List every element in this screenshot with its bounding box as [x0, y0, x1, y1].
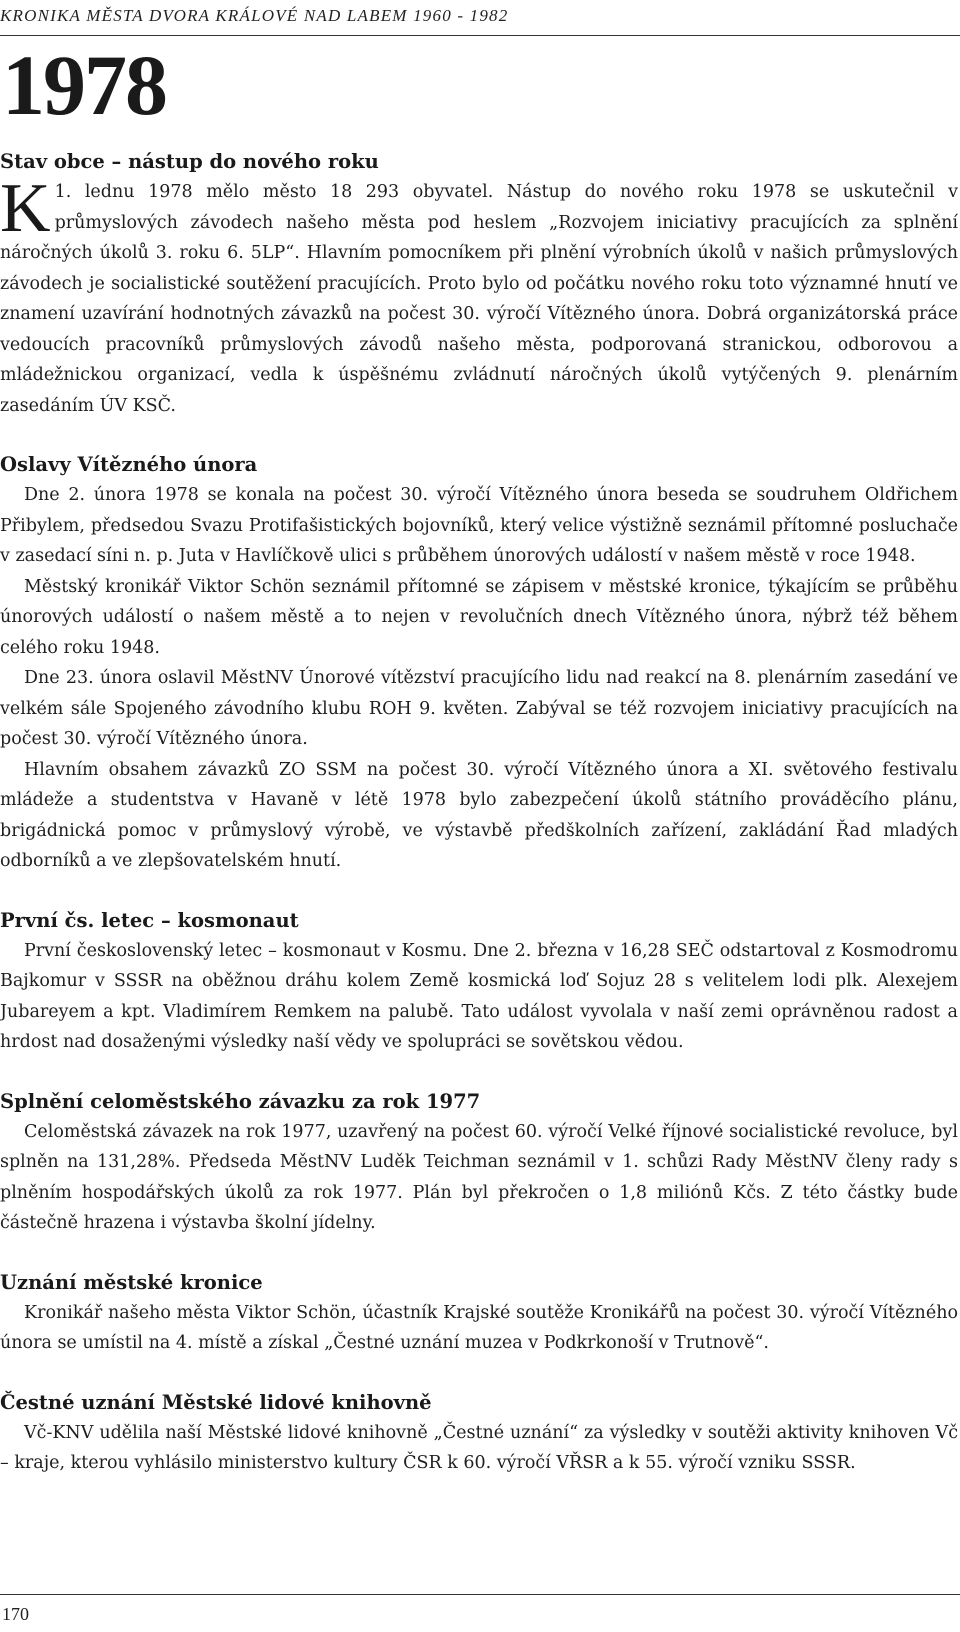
section-paragraph [0, 170, 958, 421]
section-title-stav-obce: Stav obce – nástup do nového roku [0, 150, 379, 173]
section-paragraph: Vč-KNV udělila naší Městské lidové knihovně „Čestné uznání“ za výsledky v soutěži aktivity knihoven Vč – kraje, kterou vyhlásilo ministerstvo kultury ČSR k 60. výročí VŘSR a k 55. výročí vzniku SSSR. [0, 1422, 958, 1473]
section-paragraph: Městský kronikář Viktor Schön seznámil přítomné se zápisem v městské kronice, týkajícím se průběhu únorových událostí o našem městě a to nejen v revolučních dnech Vítězného února, nýbrž též během celého roku 1948. [0, 576, 958, 658]
section-paragraph: Celoměstská závazek na rok 1977, uzavřený na počest 60. výročí Velké říjnové socialistické revoluce, byl splněn na 131,28%. Předseda MěstNV Luděk Teichman seznámil v 1. schůzi Rady MěstNV členy rady s plněním hospodářských úkolů za rok 1977. Plán byl překročen o 1,8 miliónů Kčs. Z této částky bude částečně hrazena i výstavba školní jídelny. [0, 1121, 958, 1233]
header-divider [0, 35, 960, 36]
section-paragraph: První československý letec – kosmonaut v Kosmu. Dne 2. března v 16,28 SEČ odstartoval z Kosmodromu Bajkomur v SSSR na oběžnou dráhu kolem Země kosmická loď Sojuz 28 s velitelem lodi plk. Alexejem Jubareyem a kpt. Vladimírem Remkem na palubě. Tato událost vyvolala v naší zemi oprávněnou radost a hrdost nad dosaženými výsledky naší vědy ve spolupráci se sovětskou vědou. [0, 940, 958, 1052]
section-title-zavazek-1977: Splnění celoměstského závazku za rok 1977 [0, 1089, 481, 1113]
section-paragraph: Kronikář našeho města Viktor Schön, účastník Krajské soutěže Kronikářů na počest 30. výročí Vítězného února se umístil na 4. místě a získal „Čestné uznání muzea v Podkrkonoší v Trutnově“. [0, 1302, 958, 1353]
drop-cap: K [0, 170, 51, 247]
section-title-kosmonaut: První čs. letec – kosmonaut [0, 908, 299, 932]
section-title-uznani-kronice: Uznání městské kronice [0, 1270, 263, 1294]
section-paragraph: Dne 2. února 1978 se konala na počest 30. výročí Vítězného února beseda se soudruhem Oldřichem Přibylem, předsedou Svazu Protifašistických bojovníků, který velice výstižně seznámil přítomné posluchače v zasedací síni n. p. Juta v Havlíčkově ulici s průběhem únorových událostí v našem městě v roce 1948. [0, 485, 958, 566]
section-paragraph: Hlavním obsahem závazků ZO SSM na počest 30. výročí Vítězného února a XI. světového festivalu mládeže a studentstva v Havaně v létě 1978 bylo zabezpečení úkolů státního prováděcího plánu, brigádnická pomoc v průmyslový výrobě, ve výstavbě předškolních zařízení, zakládání Řad mladých odborníků a ve zlepšovatelském hnutí. [0, 759, 958, 871]
section-title-knihovna: Čestné uznání Městské lidové knihovně [0, 1390, 432, 1414]
page-number: 170 [2, 1604, 29, 1624]
running-header: KRONIKA MĚSTA DVORA KRÁLOVÉ NAD LABEM 1960 - 1982 [0, 6, 509, 25]
chronicle-content [0, 147, 958, 1479]
paragraph-text: 1. lednu 1978 mělo město 18 293 obyvatel. Nástup do nového roku 1978 se uskutečnil v průmyslových závodech našeho města pod heslem „Rozvojem iniciativy pracujících za splnění náročných úkolů 3. roku 6. 5LP“. Hlavním pomocníkem při plnění výrobních úkolů v našich průmyslových závodech je socialistické soutěžení pracujících. Proto bylo od počátku nového roku toto významné hnutí ve znamení uzavírání hodnotných závazků na počest 30. výročí Vítězného února. Dobrá organizátorská práce vedoucích pracovníků průmyslových závodů našeho města, podporovaná stranickou, odborovou a mládežnickou organizací, vedla k úspěšnému zvládnutí náročných úkolů vytýčených 9. plenárním zasedáním ÚV KSČ. [0, 182, 958, 416]
footer-divider [0, 1594, 960, 1595]
year-title: 1978 [2, 37, 166, 133]
section-title-oslavy-unora: Oslavy Vítězného února [0, 453, 258, 476]
section-paragraph: Dne 23. února oslavil MěstNV Únorové vítězství pracujícího lidu nad reakcí na 8. plenárním zasedání ve velkém sále Spojeného závodního klubu ROH 9. květen. Zabýval se též rozvojem iniciativy pracujících na počest 30. výročí Vítězného února. [0, 668, 958, 749]
